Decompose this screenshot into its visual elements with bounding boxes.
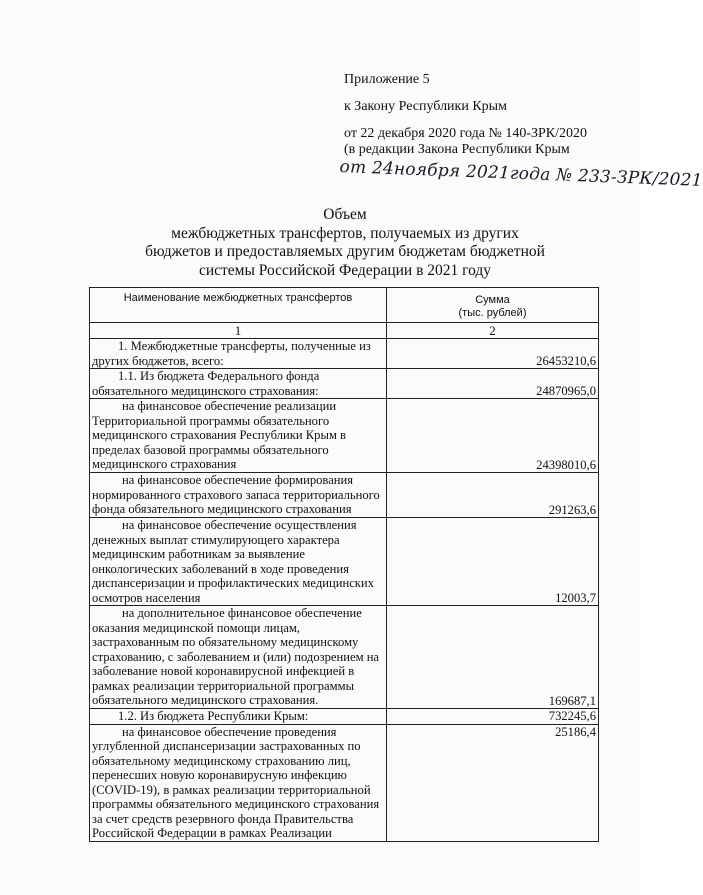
table-row [90, 369, 599, 399]
law-reference: к Закону Республики Крым [344, 99, 507, 114]
row-name: 1.2. Из бюджета Республики Крым: [90, 709, 387, 725]
title-line-4: системы Российской Федерации в 2021 году [198, 261, 492, 279]
column-header-amount [387, 288, 599, 323]
row-amount: 26453210,6 [387, 339, 599, 369]
row-amount: 12003,7 [387, 518, 599, 606]
row-name: на финансовое обеспечение формирования нормированного страхового запаса территориального фонда обязательного медицинского страхования [90, 473, 387, 518]
table-row [90, 724, 599, 841]
law-date-number: от 22 декабря 2020 года № 140-ЗРК/2020 [344, 126, 588, 141]
column-number-2: 2 [387, 323, 599, 339]
appendix-label: Приложение 5 [344, 72, 430, 87]
column-number-1: 1 [90, 323, 387, 339]
table-row [90, 709, 599, 725]
table-row [90, 339, 599, 369]
column-header-amount-line1: Сумма [475, 294, 510, 306]
row-amount: 24398010,6 [387, 399, 599, 473]
row-name: 1. Межбюджетные трансферты, полученные из других бюджетов, всего: [90, 339, 387, 369]
table-row [90, 473, 599, 518]
row-amount: 169687,1 [387, 606, 599, 709]
row-amount: 25186,4 [387, 724, 599, 841]
column-header-name: Наименование межбюджетных трансфертов [90, 288, 387, 323]
title-line-1: Объем [323, 206, 367, 223]
table-row [90, 518, 599, 606]
table-row [90, 606, 599, 709]
table-header-row [90, 288, 599, 323]
transfers-table [89, 287, 599, 842]
row-name: на финансовое обеспечение осуществления денежных выплат стимулирующего характера медицинским работникам за выявление онкологических заболеваний в ходе проведения диспансеризации и профилактических медицинских осмотров населения [90, 518, 387, 606]
title-line-2: межбюджетных трансфертов, получаемых из других [171, 224, 519, 242]
row-name: на финансовое обеспечение проведения углубленной диспансеризации застрахованных по обязательному медицинскому страхованию лиц, перенесших новую коронавирусную инфекцию (COVID-19), в рамках реализации территориальной программы обязательного медицинского страхования за счет средств резервного фонда Правительства Российской Федерации в рамках Реализации [90, 724, 387, 841]
title-line-3: бюджетов и предоставляемых другим бюджетам бюджетной [145, 243, 545, 260]
row-name: на дополнительное финансовое обеспечение оказания медицинской помощи лицам, застрахованным по обязательному медицинскому страхованию, с заболеванием и (или) подозрением на заболевание новой коронавирусной инфекцией в рамках реализации территориальной программы обязательного медицинского страхования. [90, 606, 387, 709]
column-number-row [90, 323, 599, 339]
table-row [90, 399, 599, 473]
row-amount: 291263,6 [387, 473, 599, 518]
row-amount: 24870965,0 [387, 369, 599, 399]
column-header-amount-line2: (тыс. рублей) [458, 307, 527, 319]
row-amount: 732245,6 [387, 709, 599, 725]
handwritten-amendment: от 24ноября 2021года № 233-ЗРК/2021 [339, 157, 703, 191]
edition-note: (в редакции Закона Республики Крым [344, 142, 570, 157]
document-title [90, 206, 600, 280]
row-name: 1.1. Из бюджета Федерального фонда обязательного медицинского страхования: [90, 369, 387, 399]
row-name: на финансовое обеспечение реализации Территориальной программы обязательного медицинского страхования Республики Крым в пределах базовой программы обязательного медицинского страхования [90, 399, 387, 473]
